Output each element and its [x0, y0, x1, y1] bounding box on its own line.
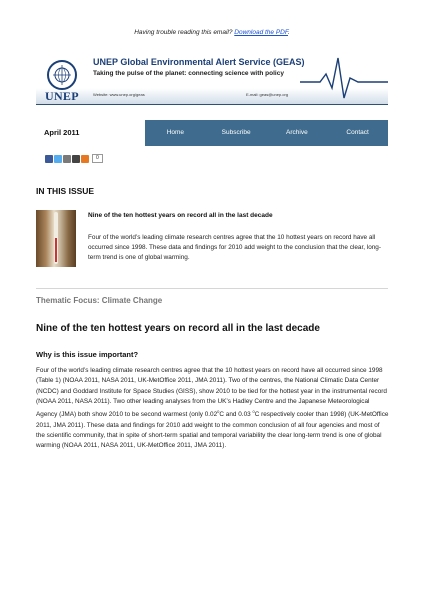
article-title: Nine of the ten hottest years on record all in the last decade — [36, 323, 320, 334]
thematic-focus: Thematic Focus: Climate Change — [36, 296, 163, 305]
nav-contact[interactable]: Contact — [346, 129, 369, 136]
share-bar — [45, 154, 103, 163]
issue-item-title[interactable]: Nine of the ten hottest years on record all in the last decade — [88, 212, 273, 219]
issue-date: April 2011 — [36, 120, 145, 146]
nav-subscribe[interactable]: Subscribe — [221, 129, 251, 136]
main-nav — [145, 120, 388, 146]
article-text-2: C and 0.03 — [219, 411, 253, 419]
thermometer-fill — [55, 238, 57, 262]
download-pdf-link[interactable]: Download the PDF — [234, 29, 288, 36]
email-text: E-mail: geas@unep.org — [246, 92, 289, 97]
unep-emblem-icon — [47, 60, 77, 90]
degree-mark: 0 — [217, 409, 220, 415]
service-tagline: Taking the pulse of the planet: connecting science with policy — [93, 70, 284, 77]
trouble-text: Having trouble reading this email? — [134, 29, 233, 36]
article-subheading: Why is this issue important? — [36, 350, 139, 359]
issue-item-description: Four of the world’s leading climate research centres agree that the 10 hottest years on record have all occurred since 1998. These data and findings for 2010 add weight to the conclusion that the clear, long-term trend is one of global warming. — [88, 234, 381, 262]
share-count: 0 — [92, 154, 103, 163]
email-icon[interactable] — [63, 155, 71, 163]
in-this-issue-heading: IN THIS ISSUE — [36, 186, 95, 196]
article-text-3: C respectively cooler than 1998) (UK-MetOffice 2011, JMA 2011). These data and findings for 2010 add weight to the common conclusion of all four agencies and most of the scientific community, that in spite of short-term spatial and temporal variability the clear long-term trend is one of global warming (NOAA 2011, NASA 2011, UK-MetOffice 2011, JMA 2011). — [36, 411, 389, 450]
trouble-reading-notice: Having trouble reading this email? Download the PDF. — [134, 29, 290, 36]
nav-archive[interactable]: Archive — [286, 129, 308, 136]
section-divider — [36, 288, 388, 289]
nav-home[interactable]: Home — [166, 129, 185, 136]
website-text: Website: www.unep.org/geas — [93, 92, 145, 97]
print-icon[interactable] — [72, 155, 80, 163]
facebook-icon[interactable] — [45, 155, 53, 163]
unep-logo-text: UNEP — [45, 89, 79, 103]
service-title: UNEP Global Environmental Alert Service (GEAS) — [93, 57, 305, 67]
twitter-icon[interactable] — [54, 155, 62, 163]
article-body — [36, 366, 389, 452]
banner-divider — [36, 104, 388, 105]
plus-icon[interactable] — [81, 155, 89, 163]
article-text-1: Four of the world’s leading climate research centres agree that the 10 hottest years on record have all occurred since 1998 (Table 1) (NOAA 2011, NASA 2011, UK-MetOffice 2011, JMA 2011). Two of the centres, the National Climatic Data Center (NCDC) and Goddard Institute for Space Studies (GISS), show 2010 to be tied for the hottest year in the instrumental record (NOAA 2011, NASA 2011). Two other leading analyses from the UK’s Hadley Centre and the Japanese Meteorological Agency (JMA) both show 2010 to be second warmest (only 0.02 — [36, 367, 387, 419]
globe-icon — [49, 62, 75, 88]
heartbeat-pulse-icon — [300, 54, 388, 102]
degree-mark: 0 — [252, 409, 255, 415]
